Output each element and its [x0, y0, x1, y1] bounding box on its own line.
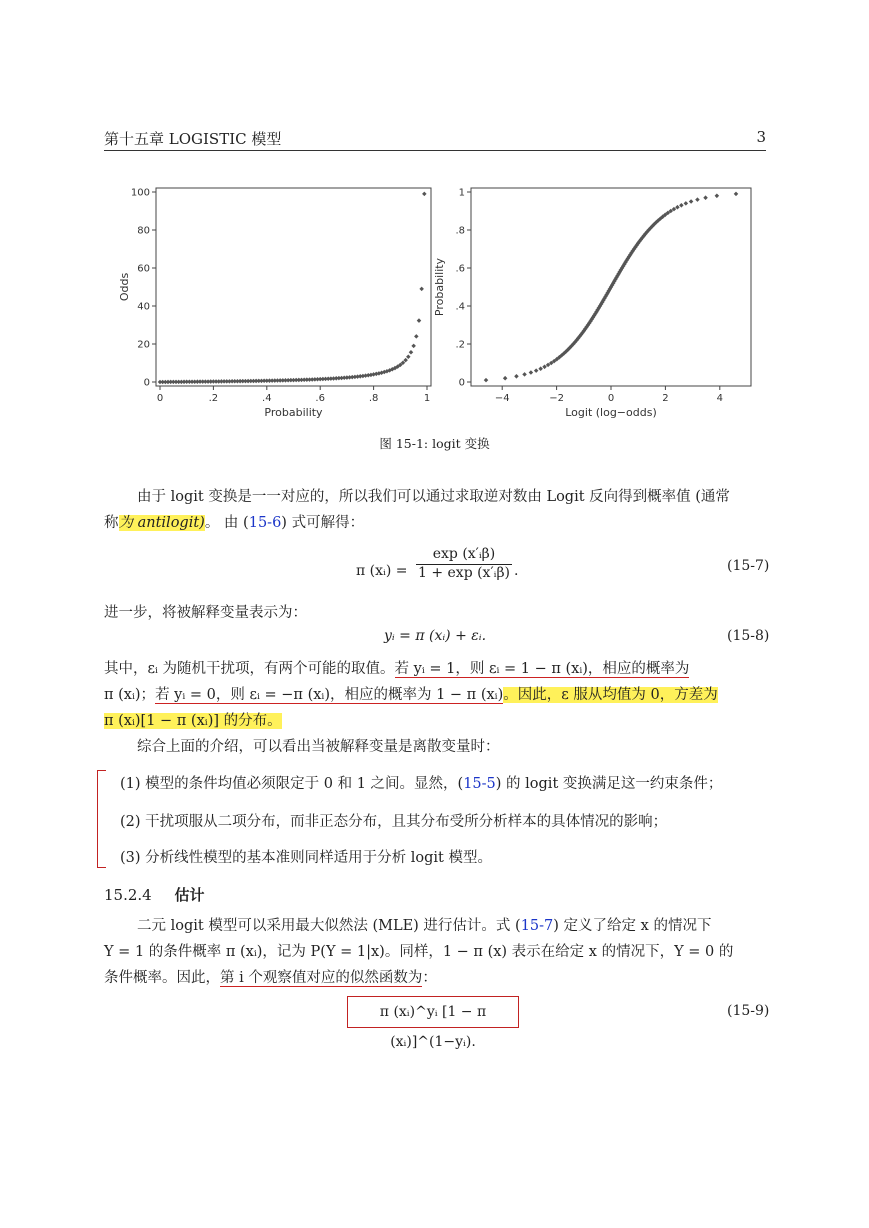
y-axis-label: Odds	[118, 272, 131, 302]
data-point	[715, 194, 720, 199]
paragraph-3-line-3	[104, 708, 282, 734]
y-tick-label: 20	[137, 339, 150, 351]
paragraph-5-line-3	[104, 965, 437, 991]
y-tick-label: .2	[455, 339, 465, 351]
y-axis-label: Probability	[433, 257, 446, 317]
chapter-title: 第十五章 LOGISTIC 模型	[104, 130, 282, 148]
x-tick-label: 4	[716, 393, 723, 404]
y-tick-label: 80	[137, 225, 150, 237]
highlight-variance: 。因此，ε 服从均值为 0，方差为	[503, 687, 718, 703]
data-point	[422, 192, 427, 197]
plot-frame	[156, 188, 431, 386]
y-tick-label: 0	[458, 377, 465, 389]
data-point	[406, 354, 411, 359]
data-point	[679, 203, 684, 208]
paragraph-3-line-2	[104, 682, 718, 708]
paragraph-5-text-b: ) 定义了给定 x 的情况下	[553, 918, 712, 934]
x-tick-label: .6	[315, 393, 325, 404]
paragraph-3-text-b: π (xᵢ)；	[104, 687, 156, 703]
data-point	[689, 199, 694, 204]
y-tick-label: 0	[143, 377, 150, 389]
x-tick-label: .8	[368, 393, 379, 404]
equation-15-7-denominator: 1 + exp (x′ᵢβ)	[417, 565, 511, 581]
ref-link-15-7[interactable]: 15-7	[520, 918, 554, 934]
underlined-case-y1: 若 yᵢ = 1，则 εᵢ = 1 − π (xᵢ)，相应的概率为	[394, 661, 690, 677]
data-point	[695, 197, 700, 202]
paragraph-5-line-2: Y = 1 的条件概率 π (xᵢ)，记为 P(Y = 1|x)。同样，1 − π (x) 表示在给定 x 的情况下，Y = 0 的	[104, 944, 734, 960]
highlight-antilogit: 为 antilogit)	[118, 515, 205, 531]
section-heading	[104, 884, 205, 905]
paragraph-1-text-c: ) 式可解得：	[281, 515, 365, 531]
underlined-likelihood: 第 i 个观察值对应的似然函数为	[220, 970, 423, 986]
y-tick-label: .4	[455, 301, 465, 313]
equation-15-9-label: (15-9)	[727, 1003, 770, 1019]
y-tick-label: 60	[137, 263, 150, 275]
ref-link-15-5[interactable]: 15-5	[463, 776, 496, 792]
equation-15-7-label: (15-7)	[727, 558, 770, 574]
paragraph-5-text-c: 条件概率。因此，	[104, 970, 220, 986]
paragraph-4: 综合上面的介绍，可以看出当被解释变量是离散变量时：	[137, 739, 500, 755]
ref-link-15-6[interactable]: 15-6	[248, 515, 282, 531]
page-header	[104, 128, 766, 151]
x-axis-label: Probability	[264, 406, 323, 419]
list-item-1-text-a: (1) 模型的条件均值必须限定于 0 和 1 之间。显然，(	[120, 776, 464, 792]
equation-15-9: π (xᵢ)^yᵢ [1 − π (xᵢ)]^(1−yᵢ).	[379, 1004, 487, 1050]
y-tick-label: 1	[458, 187, 465, 199]
red-bracket-annotation	[97, 770, 106, 868]
equation-15-8: yᵢ = π (xᵢ) + εᵢ.	[384, 628, 487, 644]
x-tick-label: −2	[549, 393, 564, 404]
x-tick-label: 1	[423, 393, 431, 404]
list-item-3: (3) 分析线性模型的基本准则同样适用于分析 logit 模型。	[120, 850, 492, 866]
data-point	[414, 334, 419, 339]
data-point	[734, 192, 739, 197]
paragraph-1-line-1: 由于 logit 变换是一一对应的，所以我们可以通过求取逆对数由 Logit 反向得到概率值 (通常	[137, 489, 730, 505]
data-point	[411, 344, 416, 349]
paragraph-2: 进一步，将被解释变量表示为：	[104, 605, 307, 621]
data-point	[484, 378, 489, 383]
data-point	[419, 287, 424, 292]
paragraph-5-text-d: ：	[422, 970, 437, 986]
x-tick-label: −4	[494, 393, 510, 404]
figure-caption: 图 15-1: logit 变换	[379, 436, 490, 451]
paragraph-1-line-2	[104, 510, 364, 536]
equation-15-7-lhs: π (xᵢ) =	[356, 563, 408, 579]
section-title: 估计	[174, 886, 205, 904]
data-point	[703, 195, 708, 200]
data-point	[529, 370, 534, 375]
section-number: 15.2.4	[104, 886, 152, 904]
equation-15-8-label: (15-8)	[727, 628, 770, 644]
data-point	[409, 350, 414, 355]
x-axis-label: Logit (log−odds)	[565, 406, 657, 419]
x-tick-label: 0	[607, 393, 615, 404]
list-item-1-text-b: ) 的 logit 变换满足这一约束条件；	[495, 776, 723, 792]
data-point	[684, 201, 689, 206]
data-point	[514, 374, 519, 379]
data-point	[534, 368, 539, 373]
list-item-1	[120, 772, 722, 793]
x-tick-label: 2	[662, 393, 669, 404]
y-tick-label: .8	[455, 225, 465, 237]
data-point	[538, 366, 543, 371]
chart-odds-vs-probability	[118, 188, 431, 420]
x-tick-label: 0	[156, 393, 164, 404]
paragraph-1-text: 称	[104, 515, 119, 531]
paragraph-5-line-1	[137, 913, 711, 939]
paragraph-3-text-a: 其中，εᵢ 为随机干扰项，有两个可能的取值。	[104, 661, 395, 677]
paragraph-3-line-1	[104, 656, 689, 682]
data-point	[503, 376, 508, 381]
y-tick-label: 100	[130, 187, 150, 199]
x-tick-label: .4	[262, 393, 272, 404]
highlight-distribution: π (xᵢ)[1 − π (xᵢ)] 的分布。	[104, 713, 282, 729]
page-number: 3	[756, 128, 766, 146]
x-tick-label: .2	[208, 393, 219, 404]
y-tick-label: 40	[137, 301, 150, 313]
equation-15-7-numerator: exp (x′ᵢβ)	[432, 546, 496, 562]
paragraph-1-text-b: 。 由 (	[204, 515, 249, 531]
paragraph-5-text-a: 二元 logit 模型可以采用最大似然法 (MLE) 进行估计。式 (	[137, 918, 521, 934]
list-item-2: (2) 干扰项服从二项分布，而非正态分布，且其分布受所分析样本的具体情况的影响；	[120, 814, 668, 830]
underlined-case-y0: 若 yᵢ = 0，则 εᵢ = −π (xᵢ)，相应的概率为 1 − π (xᵢ)	[155, 687, 504, 703]
data-point	[417, 318, 422, 323]
y-tick-label: .6	[455, 263, 465, 275]
fraction	[416, 546, 512, 581]
data-point	[522, 372, 527, 377]
figure-logit-transform	[104, 180, 766, 430]
chart-probability-vs-logit	[433, 188, 751, 420]
equation-15-9-box	[347, 996, 519, 1050]
